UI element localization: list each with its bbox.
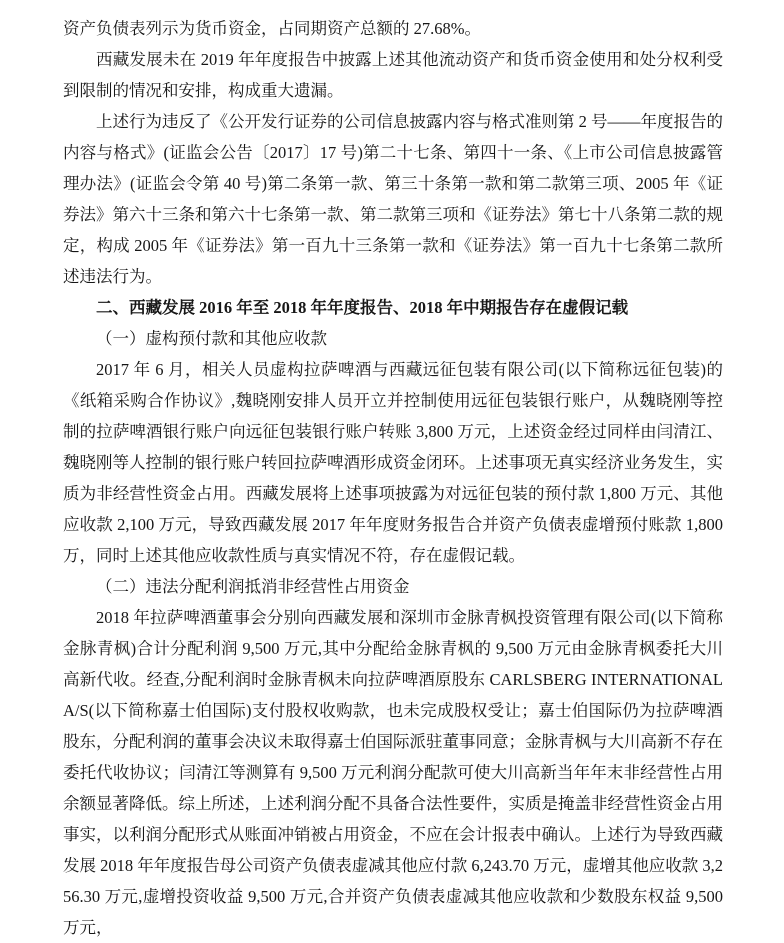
subsection-heading: （二）违法分配利润抵消非经营性占用资金 xyxy=(96,577,410,596)
paragraph: 上述行为违反了《公开发行证券的公司信息披露内容与格式准则第 2 号——年度报告的内容与格式》(证监会公告〔2017〕17 号)第二十七条、第四十一条、《上市公司信息披露管理办法》(证监会令第 40 号)第二条第一款、第三十条第一款和第二款第三项、2005 年《证券法》第六十三条和第六十七条第一款、第二款第三项和《证券法》第七十八条第二款的规定，构成 2005 年《证券法》第一百九十三条第一款和《证券法》第一百九十七条第二款所述违法行为。 xyxy=(63,112,723,286)
paragraph-continuation: 资产负债表列示为货币资金，占同期资产总额的 27.68%。 xyxy=(63,19,481,38)
paragraph: 2018 年拉萨啤酒董事会分别向西藏发展和深圳市金脉青枫投资管理有限公司(以下简称金脉青枫)合计分配利润 9,500 万元,其中分配给金脉青枫的 9,500 万元由金脉青枫委托大川高新代收。经查,分配利润时金脉青枫未向拉萨啤酒原股东 CARLSBERG INTERNATIONAL A/S(以下简称嘉士伯国际)支付股权收购款，也未完成股权受让；嘉士伯国际仍为拉萨啤酒股东，分配利润的董事会决议未取得嘉士伯国际派驻董事同意；金脉青枫与大川高新不存在委托代收协议；闫清江等测算有 9,500 万元利润分配款可使大川高新当年年末非经营性占用余额显著降低。综上所述，上述利润分配不具备合法性要件，实质是掩盖非经营性资金占用事实，以利润分配形式从账面冲销被占用资金，不应在会计报表中确认。上述行为导致西藏发展 2018 年年度报告母公司资产负债表虚减其他应付款 6,243.70 万元，虚增其他应收款 3,256.30 万元,虚增投资收益 9,500 万元,合并资产负债表虚减其他应收款和少数股东权益 9,500 万元， xyxy=(63,608,723,937)
section-heading: 二、西藏发展 2016 年至 2018 年年度报告、2018 年中期报告存在虚假记载 xyxy=(96,298,629,317)
paragraph: 2017 年 6 月，相关人员虚构拉萨啤酒与西藏远征包装有限公司(以下简称远征包装)的《纸箱采购合作协议》,魏晓刚安排人员开立并控制使用远征包装银行账户，从魏晓刚等控制的拉萨啤酒银行账户向远征包装银行账户转账 3,800 万元，上述资金经过同样由闫清江、魏晓刚等人控制的银行账户转回拉萨啤酒形成资金闭环。上述事项无真实经济业务发生，实质为非经营性资金占用。西藏发展将上述事项披露为对远征包装的预付款 1,800 万元、其他应收款 2,100 万元，导致西藏发展 2017 年年度财务报告合并资产负债表虚增预付账款 1,800 万，同时上述其他应收款性质与真实情况不符，存在虚假记载。 xyxy=(63,360,723,565)
subsection-heading: （一）虚构预付款和其他应收款 xyxy=(96,329,327,348)
paragraph: 西藏发展未在 2019 年年度报告中披露上述其他流动资产和货币资金使用和处分权利受到限制的情况和安排，构成重大遗漏。 xyxy=(63,50,723,100)
